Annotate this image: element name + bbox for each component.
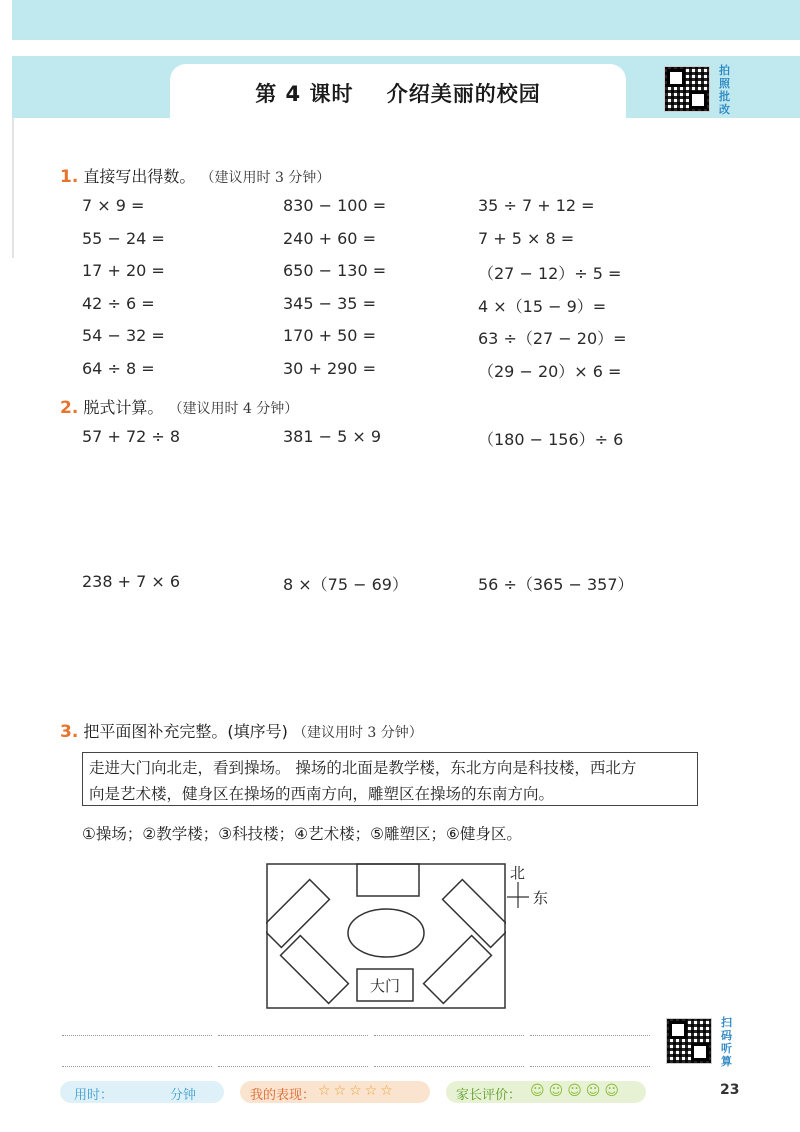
- header-band-top: [12, 0, 800, 40]
- compass-north: 北: [510, 864, 526, 882]
- q1-expr: 830 − 100 =: [283, 196, 387, 215]
- margin-rule: [12, 118, 14, 258]
- performance-label: 我的表现：: [250, 1088, 316, 1103]
- q1-expr: （27 − 12）÷ 5 =: [478, 264, 622, 283]
- q3-number: 3.: [60, 722, 79, 742]
- q2-number: 2.: [60, 398, 79, 418]
- q1-header: [60, 164, 330, 187]
- q1-expr: 35 ÷ 7 + 12 =: [478, 196, 595, 215]
- q2-expr-5: 8 ×（75 − 69）: [283, 575, 408, 594]
- time-label: 用时：: [74, 1088, 114, 1103]
- answer-line: [530, 1035, 650, 1036]
- q3-hint: （建议用时 3 分钟）: [292, 725, 423, 741]
- smiley-rating-icon[interactable]: ☺☺☺☺☺: [530, 1083, 623, 1099]
- qr-code-icon[interactable]: [666, 1018, 712, 1064]
- q2-expr-3: （180 − 156）÷ 6: [478, 430, 624, 449]
- q2-hint: （建议用时 4 分钟）: [168, 401, 299, 417]
- star-rating-icon[interactable]: ☆☆☆☆☆: [318, 1083, 396, 1099]
- q3-passage-line-1: 走进大门向北走，看到操场。 操场的北面是教学楼，东北方向是科技楼，西北方: [89, 759, 637, 777]
- q2-expr-6: 56 ÷（365 − 357）: [478, 575, 634, 594]
- header-band-notch: [12, 40, 237, 56]
- q1-expr: （29 − 20）× 6 =: [478, 361, 622, 381]
- slot-north: [357, 864, 419, 896]
- answer-line: [374, 1035, 524, 1036]
- q1-expr: 17 + 20 =: [82, 261, 165, 280]
- q1-expr: 64 ÷ 8 =: [82, 358, 155, 378]
- qr-caption-bottom: 扫码听算: [721, 1016, 732, 1068]
- answer-line: [218, 1066, 368, 1067]
- q3-options: ①操场；②教学楼；③科技楼；④艺术楼；⑤雕塑区；⑥健身区。: [82, 825, 522, 843]
- parent-label: 家长评价：: [456, 1088, 522, 1103]
- campus-map: [266, 863, 506, 1009]
- q2-expr-2: 381 − 5 × 9: [283, 427, 382, 446]
- q2-expr-4: 238 + 7 × 6: [82, 572, 181, 591]
- q1-title: 直接写出得数。: [83, 167, 196, 186]
- q1-expr: 7 + 5 × 8 =: [478, 228, 575, 248]
- answer-line: [374, 1066, 524, 1067]
- q1-hint: （建议用时 3 分钟）: [200, 170, 331, 186]
- compass-east: 东: [533, 889, 549, 907]
- slot-southeast: [424, 936, 492, 1004]
- q1-expr: 4 ×（15 − 9）=: [478, 296, 607, 316]
- q1-expr: 63 ÷（27 − 20）=: [478, 329, 627, 348]
- q3-passage-line-2: 向是艺术楼，健身区在操场的西南方向，雕塑区在操场的东南方向。: [89, 785, 555, 803]
- q1-expr: 54 − 32 =: [82, 326, 165, 345]
- q3-passage-box: [82, 752, 698, 806]
- answer-line: [62, 1066, 212, 1067]
- q1-expr: 240 + 60 =: [283, 228, 376, 248]
- q1-expr: 345 − 35 =: [283, 293, 376, 313]
- q1-expr: 650 − 130 =: [283, 261, 387, 280]
- qr-code-icon[interactable]: [664, 66, 710, 112]
- time-unit: 分钟: [170, 1088, 197, 1103]
- q2-expr-1: 57 + 72 ÷ 8: [82, 427, 181, 446]
- compass-arrows-icon: [505, 880, 531, 910]
- q3-header: [60, 719, 423, 742]
- q1-expr: 42 ÷ 6 =: [82, 293, 155, 313]
- q1-expr: 30 + 290 =: [283, 358, 376, 378]
- page-number: 23: [720, 1082, 740, 1098]
- answer-line: [530, 1066, 650, 1067]
- answer-line: [62, 1035, 212, 1036]
- q3-title: 把平面图补充完整。(填序号): [83, 722, 288, 741]
- page-title: 第 4 课时 介绍美丽的校园: [255, 82, 541, 106]
- q1-number: 1.: [60, 167, 79, 187]
- slot-southwest: [281, 936, 349, 1004]
- q1-expr: 55 − 24 =: [82, 228, 165, 248]
- q1-expr: 170 + 50 =: [283, 326, 376, 345]
- playground-oval: [348, 909, 424, 957]
- answer-line: [218, 1035, 368, 1036]
- qr-caption-top: 拍照批改: [719, 64, 730, 116]
- q2-title: 脱式计算。: [83, 398, 164, 417]
- q1-expr: 7 × 9 =: [82, 196, 145, 215]
- gate-label: 大门: [369, 977, 401, 995]
- q2-header: [60, 395, 298, 418]
